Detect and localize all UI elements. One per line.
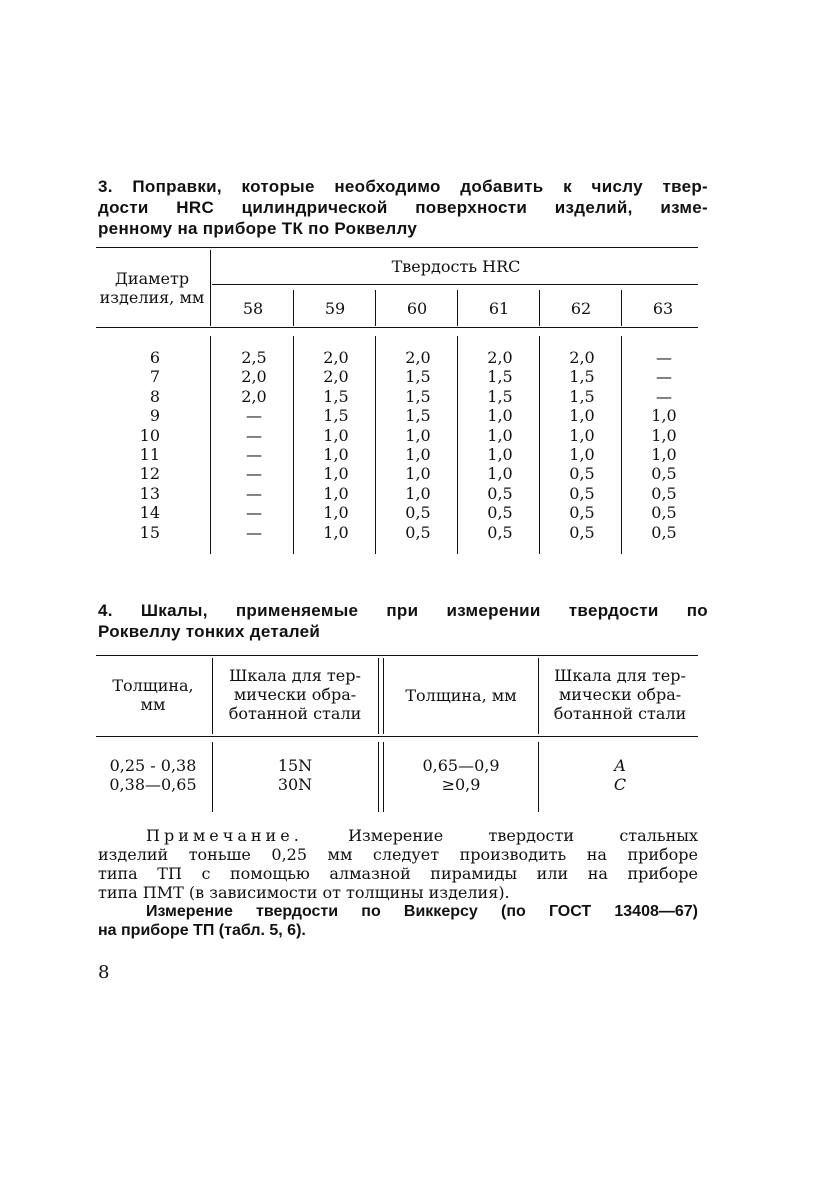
value-cell: 2,0	[569, 348, 595, 367]
header-line: ботанной стали	[228, 704, 362, 723]
diameter-cell: 13	[139, 483, 160, 503]
value-cell: 0,5	[487, 503, 513, 523]
table4-divider	[212, 658, 213, 734]
thickness-column	[96, 756, 210, 794]
value-cell: 0,5	[651, 503, 677, 523]
hardness-column-63	[626, 348, 702, 542]
hardness-column-58	[216, 348, 292, 542]
value-cell: 0,5	[405, 522, 431, 542]
header-thickness	[96, 676, 210, 714]
table4-title-line: Роквеллу тонких деталей	[98, 622, 321, 641]
header-line: Шкала для тер-	[229, 666, 361, 685]
table3-header-bottom-rule	[96, 327, 698, 328]
note-label: Примечание.	[146, 826, 303, 845]
diameter-cell: 10	[139, 425, 160, 445]
value-cell: 1,0	[487, 464, 513, 484]
value-cell: 1,0	[323, 425, 349, 445]
page-number: 8	[98, 962, 110, 983]
table3-divider	[293, 336, 294, 554]
scale-cell: 30N	[277, 775, 313, 794]
hardness-column-61	[462, 348, 538, 542]
value-cell: 1,0	[651, 406, 677, 426]
hardness-col-header: 58	[242, 299, 264, 318]
hardness-col-header: 60	[406, 299, 428, 318]
table4-divider	[538, 658, 539, 734]
value-cell: —	[246, 503, 262, 523]
table4-title	[98, 600, 708, 642]
table3-divider	[457, 336, 458, 554]
value-cell: 0,5	[487, 522, 513, 542]
value-cell: 0,5	[569, 503, 595, 523]
value-cell: 1,0	[487, 425, 513, 445]
thickness-cell: 0,38—0,65	[109, 775, 197, 794]
thickness2-column	[386, 756, 536, 794]
note-line: типа ТП с помощью алмазной пирамиды или на приборе	[98, 864, 698, 883]
value-cell: 1,0	[569, 445, 595, 465]
value-cell: —	[246, 425, 262, 445]
table3-divider	[621, 290, 622, 326]
thickness-cell: 0,65—0,9	[422, 756, 500, 775]
table3-title-line: 3. Поправки, которые необходимо добавить к числу твер-	[98, 177, 708, 196]
value-cell: 1,0	[569, 406, 595, 426]
value-cell: —	[246, 406, 262, 426]
header-hardness: Твердость HRC	[391, 257, 521, 276]
value-cell: —	[246, 445, 262, 465]
diameter-cell: 6	[149, 348, 160, 367]
table3-top-rule	[96, 247, 698, 248]
value-cell: 2,0	[241, 367, 267, 387]
table3-divider	[539, 290, 540, 326]
note-line	[98, 826, 698, 845]
header-line: Шкала для тер-	[554, 666, 686, 685]
hardness-column-59	[298, 348, 374, 542]
table3-title	[98, 176, 708, 239]
value-cell: 2,0	[323, 348, 349, 367]
table3-divider	[621, 336, 622, 554]
table4-divider	[378, 742, 379, 812]
header-scale	[214, 666, 376, 723]
scale-column	[214, 756, 376, 794]
table4-title-line: 4. Шкалы, применяемые при измерении твердости по	[98, 601, 708, 620]
value-cell: 0,5	[569, 464, 595, 484]
value-cell: 1,5	[405, 386, 431, 406]
value-cell: 0,5	[569, 483, 595, 503]
value-cell: 1,0	[487, 406, 513, 426]
value-cell: 1,5	[323, 406, 349, 426]
diameter-cell: 12	[139, 464, 160, 484]
header-thickness-mm: Толщина, мм	[405, 686, 517, 705]
value-cell: —	[656, 386, 672, 406]
note-text: Измерение твердости стальных	[348, 826, 698, 845]
value-cell: 1,0	[323, 522, 349, 542]
value-cell: 0,5	[651, 483, 677, 503]
value-cell: 1,0	[405, 425, 431, 445]
value-cell: 2,0	[323, 367, 349, 387]
note	[98, 826, 698, 940]
table4-divider	[378, 658, 379, 734]
value-cell: 1,0	[323, 483, 349, 503]
diameter-cell: 9	[149, 406, 160, 426]
diameter-cell: 11	[139, 445, 160, 465]
header-line: мм	[140, 695, 166, 714]
diameter-column	[96, 348, 206, 542]
value-cell: 1,0	[651, 425, 677, 445]
header-line: мически обра-	[558, 685, 682, 704]
hardness-column-60	[380, 348, 456, 542]
value-cell: 1,5	[569, 386, 595, 406]
scale-cell: C	[613, 775, 627, 794]
table3-title-line: дости HRC цилиндрической поверхности изделий, изме-	[98, 198, 708, 217]
note-line: типа ПМТ (в зависимости от толщины изделия).	[98, 883, 510, 902]
table3-divider	[210, 250, 211, 326]
value-cell: 1,0	[569, 425, 595, 445]
table3-divider	[539, 336, 540, 554]
diameter-cell: 14	[139, 503, 160, 523]
table4-header-rule	[96, 736, 698, 737]
header-diameter-line: изделия, мм	[99, 288, 205, 307]
header-diameter-line: Диаметр	[114, 269, 190, 288]
value-cell: —	[246, 464, 262, 484]
diameter-cell: 7	[149, 367, 160, 387]
value-cell: 1,0	[323, 464, 349, 484]
value-cell: 1,5	[569, 367, 595, 387]
note-bold-line: Измерение твердости по Виккерсу (по ГОСТ 13408—67)	[146, 903, 698, 920]
note-bold-line: на приборе ТП (табл. 5, 6).	[98, 922, 306, 939]
scale-cell: 15N	[277, 756, 313, 775]
value-cell: 1,0	[651, 445, 677, 465]
value-cell: 1,5	[487, 386, 513, 406]
value-cell: 1,0	[323, 445, 349, 465]
header-line: мически обра-	[233, 685, 357, 704]
table4-divider	[383, 658, 384, 734]
header-diameter	[96, 269, 208, 307]
value-cell: 1,5	[323, 386, 349, 406]
value-cell: 1,0	[487, 445, 513, 465]
value-cell: —	[246, 483, 262, 503]
value-cell: 1,0	[405, 464, 431, 484]
diameter-cell: 15	[139, 522, 160, 542]
value-cell: 1,0	[323, 503, 349, 523]
table4-divider	[383, 742, 384, 812]
scale-cell: A	[614, 756, 626, 775]
table4-top-rule	[96, 655, 698, 656]
hardness-col-header: 62	[570, 299, 592, 318]
hardness-col-header: 63	[652, 299, 674, 318]
value-cell: —	[656, 348, 672, 367]
value-cell: 2,0	[241, 386, 267, 406]
value-cell: 0,5	[405, 503, 431, 523]
value-cell: 0,5	[651, 522, 677, 542]
value-cell: 2,0	[487, 348, 513, 367]
scale2-column	[540, 756, 700, 794]
value-cell: 0,5	[569, 522, 595, 542]
thickness-cell: ≥0,9	[441, 775, 481, 794]
value-cell: 0,5	[487, 483, 513, 503]
hardness-col-header: 61	[488, 299, 510, 318]
table3-divider	[375, 336, 376, 554]
header-line: ботанной стали	[553, 704, 687, 723]
value-cell: 1,0	[405, 483, 431, 503]
header-scale-2	[540, 666, 700, 723]
table3-divider	[457, 290, 458, 326]
hardness-col-header: 59	[324, 299, 346, 318]
value-cell: 2,0	[405, 348, 431, 367]
value-cell: 1,5	[405, 406, 431, 426]
table3-title-line: ренному на приборе ТК по Роквеллу	[98, 219, 418, 238]
table3-divider	[375, 290, 376, 326]
value-cell: —	[246, 522, 262, 542]
table3-divider	[210, 336, 211, 554]
table4-divider	[538, 742, 539, 812]
value-cell: —	[656, 367, 672, 387]
hardness-column-62	[544, 348, 620, 542]
value-cell: 1,0	[405, 445, 431, 465]
note-line: изделий тоньше 0,25 мм следует производить на приборе	[98, 845, 698, 864]
table4-divider	[212, 742, 213, 812]
thickness-cell: 0,25 - 0,38	[109, 756, 197, 775]
value-cell: 1,5	[487, 367, 513, 387]
value-cell: 0,5	[651, 464, 677, 484]
table3-divider	[293, 290, 294, 326]
diameter-cell: 8	[149, 386, 160, 406]
table3-header-rule	[212, 284, 698, 285]
header-line: Толщина,	[112, 676, 194, 695]
value-cell: 2,5	[241, 348, 267, 367]
value-cell: 1,5	[405, 367, 431, 387]
